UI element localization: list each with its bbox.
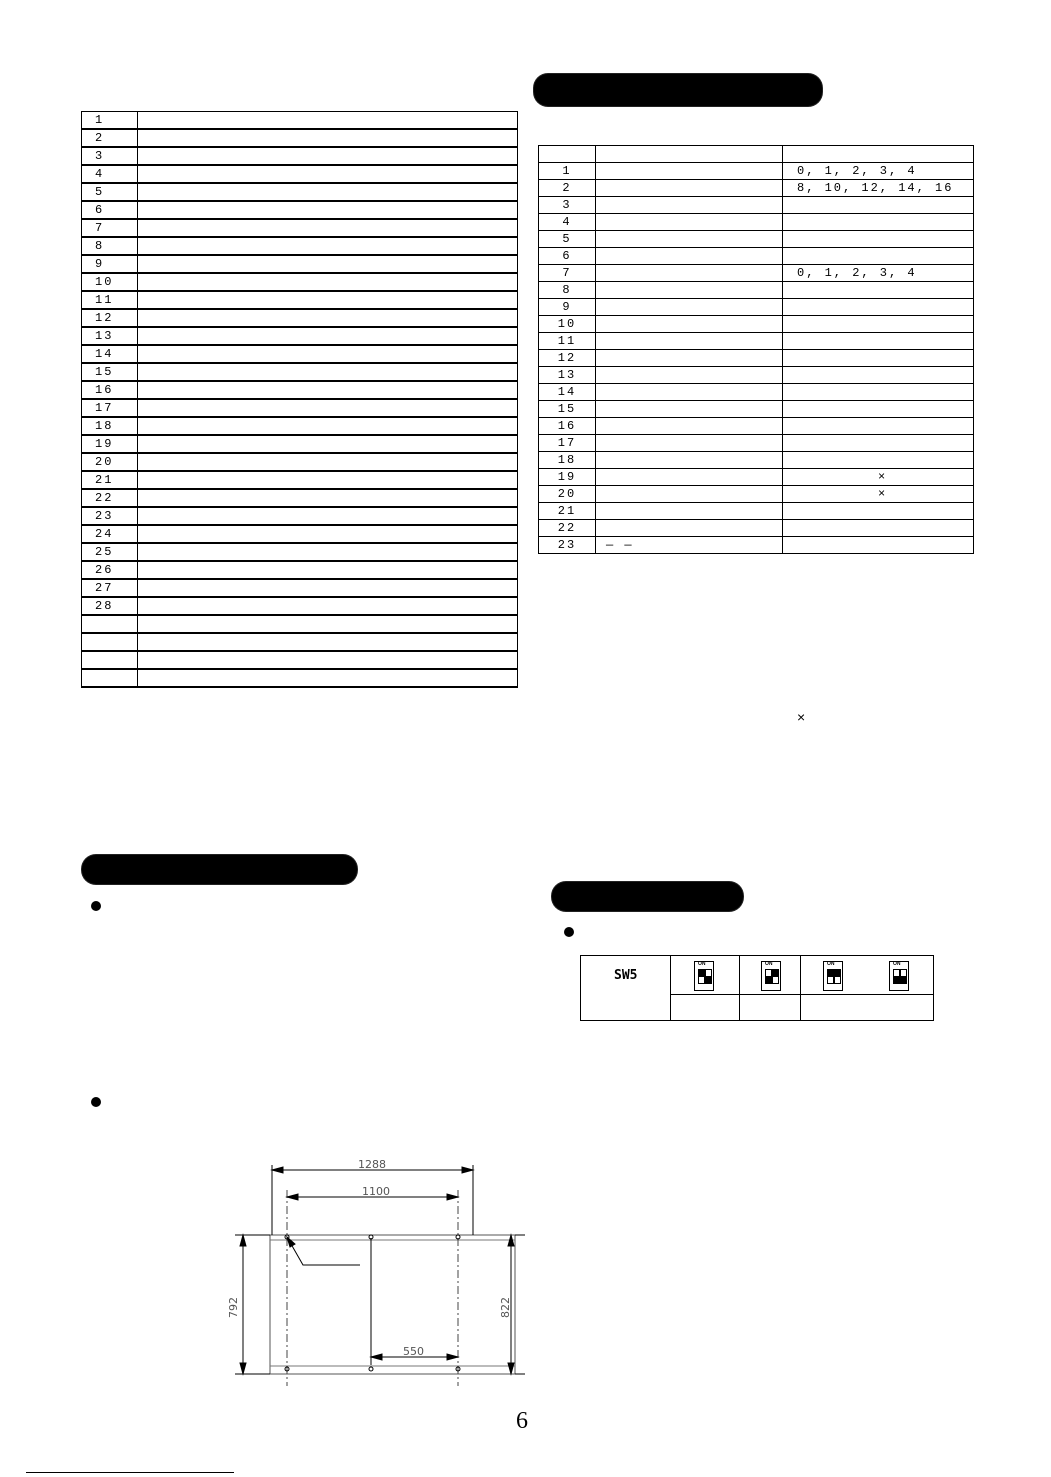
table-row <box>82 165 518 183</box>
row-content <box>138 129 518 147</box>
row-number: 5 <box>539 231 596 248</box>
row-content <box>138 291 518 309</box>
row-item <box>596 299 783 316</box>
row-number: 19 <box>539 469 596 486</box>
row-content <box>138 381 518 399</box>
row-number: 14 <box>82 345 138 363</box>
row-content <box>138 507 518 525</box>
row-content <box>138 615 518 633</box>
row-number: 19 <box>82 435 138 453</box>
dip-switch-icon <box>694 961 714 991</box>
table-row <box>539 537 974 554</box>
row-item <box>596 282 783 299</box>
table-row <box>82 651 518 669</box>
row-item <box>596 503 783 520</box>
row-value <box>783 197 974 214</box>
row-value <box>783 299 974 316</box>
row-content <box>138 633 518 651</box>
header-cell <box>596 146 783 163</box>
dip-on-label: ON <box>893 961 901 967</box>
row-item <box>596 350 783 367</box>
table-row <box>82 435 518 453</box>
row-number: 9 <box>539 299 596 316</box>
row-number: 26 <box>82 561 138 579</box>
footer-rule <box>26 1472 234 1473</box>
table-row <box>82 183 518 201</box>
table-row <box>539 520 974 537</box>
row-content <box>138 237 518 255</box>
row-content <box>138 417 518 435</box>
row-value <box>783 282 974 299</box>
table-row <box>82 543 518 561</box>
row-value <box>783 231 974 248</box>
table-row <box>82 201 518 219</box>
row-value: × <box>783 469 974 486</box>
section-header-pill-top <box>534 74 822 106</box>
table-row <box>539 401 974 418</box>
table-row <box>82 453 518 471</box>
dim-1288: 1288 <box>358 1158 386 1171</box>
dip-on-label: ON <box>698 961 706 967</box>
table-row <box>82 345 518 363</box>
row-content <box>138 471 518 489</box>
table-row <box>539 503 974 520</box>
row-content <box>138 183 518 201</box>
row-number: 10 <box>82 273 138 291</box>
row-number <box>82 615 138 633</box>
table-row <box>82 112 518 130</box>
row-number: 15 <box>82 363 138 381</box>
row-number: 18 <box>82 417 138 435</box>
row-item <box>596 248 783 265</box>
row-number: 21 <box>539 503 596 520</box>
row-content <box>138 165 518 183</box>
row-number: 20 <box>82 453 138 471</box>
row-value <box>783 333 974 350</box>
row-item <box>596 214 783 231</box>
row-item <box>596 367 783 384</box>
row-number: 1 <box>539 163 596 180</box>
table-row <box>539 265 974 282</box>
row-item <box>596 418 783 435</box>
table-row <box>539 333 974 350</box>
panel-outline <box>270 1235 515 1374</box>
row-number: 21 <box>82 471 138 489</box>
row-number: 28 <box>82 597 138 615</box>
table-row <box>82 129 518 147</box>
row-content <box>138 309 518 327</box>
row-value <box>783 452 974 469</box>
row-number: 24 <box>82 525 138 543</box>
table-row <box>539 163 974 180</box>
dip-switch-icon <box>889 961 909 991</box>
table-row <box>82 309 518 327</box>
table-row <box>82 237 518 255</box>
table-row <box>82 381 518 399</box>
table-row <box>82 273 518 291</box>
row-value: 8, 10, 12, 14, 16 <box>783 180 974 197</box>
table-row <box>82 615 518 633</box>
table-row <box>82 561 518 579</box>
row-value <box>783 214 974 231</box>
row-number: 3 <box>539 197 596 214</box>
row-item <box>596 265 783 282</box>
row-number: 13 <box>539 367 596 384</box>
row-content <box>138 363 518 381</box>
row-content <box>138 399 518 417</box>
row-content <box>138 561 518 579</box>
row-item <box>596 163 783 180</box>
row-number: 2 <box>82 129 138 147</box>
table-row <box>82 471 518 489</box>
row-content <box>138 219 518 237</box>
row-content <box>138 525 518 543</box>
table-row <box>539 418 974 435</box>
row-item <box>596 231 783 248</box>
row-number: 17 <box>82 399 138 417</box>
row-item <box>596 180 783 197</box>
table-row <box>539 486 974 503</box>
table-row <box>82 489 518 507</box>
table-row <box>539 350 974 367</box>
row-number: 14 <box>539 384 596 401</box>
dim-792: 792 <box>227 1297 240 1318</box>
row-number: 25 <box>82 543 138 561</box>
bullet-point <box>91 1097 101 1107</box>
row-item <box>596 316 783 333</box>
row-number: 10 <box>539 316 596 333</box>
row-number: 6 <box>539 248 596 265</box>
row-number: 11 <box>539 333 596 350</box>
bullet-point <box>91 901 101 911</box>
row-content <box>138 273 518 291</box>
table-row <box>82 633 518 651</box>
table-row <box>539 231 974 248</box>
row-number: 12 <box>82 309 138 327</box>
page-number: 6 <box>516 1408 528 1434</box>
table-row <box>539 367 974 384</box>
section-header-pill-right <box>552 882 743 911</box>
row-number: 7 <box>539 265 596 282</box>
row-number: 9 <box>82 255 138 273</box>
row-content <box>138 651 518 669</box>
row-value <box>783 384 974 401</box>
dim-822: 822 <box>499 1297 512 1318</box>
section-header-pill-left <box>82 855 357 884</box>
sw5-table <box>580 955 934 1021</box>
row-item <box>596 384 783 401</box>
note-mark: × <box>797 709 806 725</box>
row-value <box>783 316 974 333</box>
row-value <box>783 367 974 384</box>
dip-on-label: ON <box>827 961 835 967</box>
row-number: 5 <box>82 183 138 201</box>
dip-on-label: ON <box>765 961 773 967</box>
left-table <box>81 111 518 688</box>
row-number: 20 <box>539 486 596 503</box>
table-row <box>539 435 974 452</box>
row-number: 22 <box>539 520 596 537</box>
row-content <box>138 435 518 453</box>
row-number <box>82 633 138 651</box>
table-row <box>82 507 518 525</box>
row-number: 7 <box>82 219 138 237</box>
table-row <box>539 248 974 265</box>
table-row <box>82 669 518 687</box>
row-content <box>138 543 518 561</box>
table-row <box>539 180 974 197</box>
table-row <box>82 579 518 597</box>
header-cell <box>539 146 596 163</box>
row-content <box>138 327 518 345</box>
row-item <box>596 197 783 214</box>
installation-drawing <box>225 1150 535 1390</box>
table-row <box>539 282 974 299</box>
row-number: 23 <box>539 537 596 554</box>
table-header-row <box>539 146 974 163</box>
row-value <box>783 418 974 435</box>
dim-1100: 1100 <box>362 1185 390 1198</box>
row-content <box>138 453 518 471</box>
row-number <box>82 669 138 687</box>
row-item <box>596 520 783 537</box>
row-item <box>596 333 783 350</box>
row-number: 18 <box>539 452 596 469</box>
dip-switch-icon <box>823 961 843 991</box>
right-table <box>538 145 974 554</box>
row-number: 3 <box>82 147 138 165</box>
row-number: 1 <box>82 112 138 130</box>
table-row <box>82 597 518 615</box>
table-row <box>539 197 974 214</box>
row-value <box>783 350 974 367</box>
row-item <box>596 435 783 452</box>
table-row <box>539 299 974 316</box>
row-number: 2 <box>539 180 596 197</box>
row-value: 0, 1, 2, 3, 4 <box>783 163 974 180</box>
table-row <box>539 214 974 231</box>
row-content <box>138 345 518 363</box>
row-number: 12 <box>539 350 596 367</box>
row-number: 8 <box>539 282 596 299</box>
row-number: 16 <box>82 381 138 399</box>
table-row <box>82 327 518 345</box>
table-row <box>539 469 974 486</box>
row-value: 0, 1, 2, 3, 4 <box>783 265 974 282</box>
row-content <box>138 147 518 165</box>
row-value <box>783 401 974 418</box>
table-row <box>539 316 974 333</box>
row-item <box>596 486 783 503</box>
table-row <box>82 147 518 165</box>
row-number: 13 <box>82 327 138 345</box>
table-row <box>539 452 974 469</box>
row-number: 15 <box>539 401 596 418</box>
row-number: 16 <box>539 418 596 435</box>
table-row <box>82 399 518 417</box>
row-value: × <box>783 486 974 503</box>
header-cell <box>783 146 974 163</box>
table-row <box>82 363 518 381</box>
row-number: 4 <box>82 165 138 183</box>
row-number: 17 <box>539 435 596 452</box>
row-content <box>138 579 518 597</box>
bullet-point <box>564 927 574 937</box>
row-number: 22 <box>82 489 138 507</box>
row-number: 23 <box>82 507 138 525</box>
row-value <box>783 520 974 537</box>
row-number: 6 <box>82 201 138 219</box>
row-content <box>138 201 518 219</box>
table-row <box>82 219 518 237</box>
table-row <box>82 291 518 309</box>
dip-switch-icon <box>761 961 781 991</box>
sw5-label: SW5 <box>614 968 638 983</box>
table-row <box>539 384 974 401</box>
row-number: 11 <box>82 291 138 309</box>
row-item: — — <box>596 537 783 554</box>
row-value <box>783 503 974 520</box>
dim-550: 550 <box>403 1345 424 1358</box>
row-content <box>138 489 518 507</box>
row-value <box>783 248 974 265</box>
row-content <box>138 112 518 130</box>
row-number: 8 <box>82 237 138 255</box>
row-content <box>138 255 518 273</box>
row-item <box>596 469 783 486</box>
row-item <box>596 452 783 469</box>
row-value <box>783 435 974 452</box>
row-number: 27 <box>82 579 138 597</box>
table-row <box>82 417 518 435</box>
row-number <box>82 651 138 669</box>
row-content <box>138 597 518 615</box>
table-row <box>82 255 518 273</box>
table-row <box>82 525 518 543</box>
row-value <box>783 537 974 554</box>
row-number: 4 <box>539 214 596 231</box>
row-content <box>138 669 518 687</box>
row-item <box>596 401 783 418</box>
